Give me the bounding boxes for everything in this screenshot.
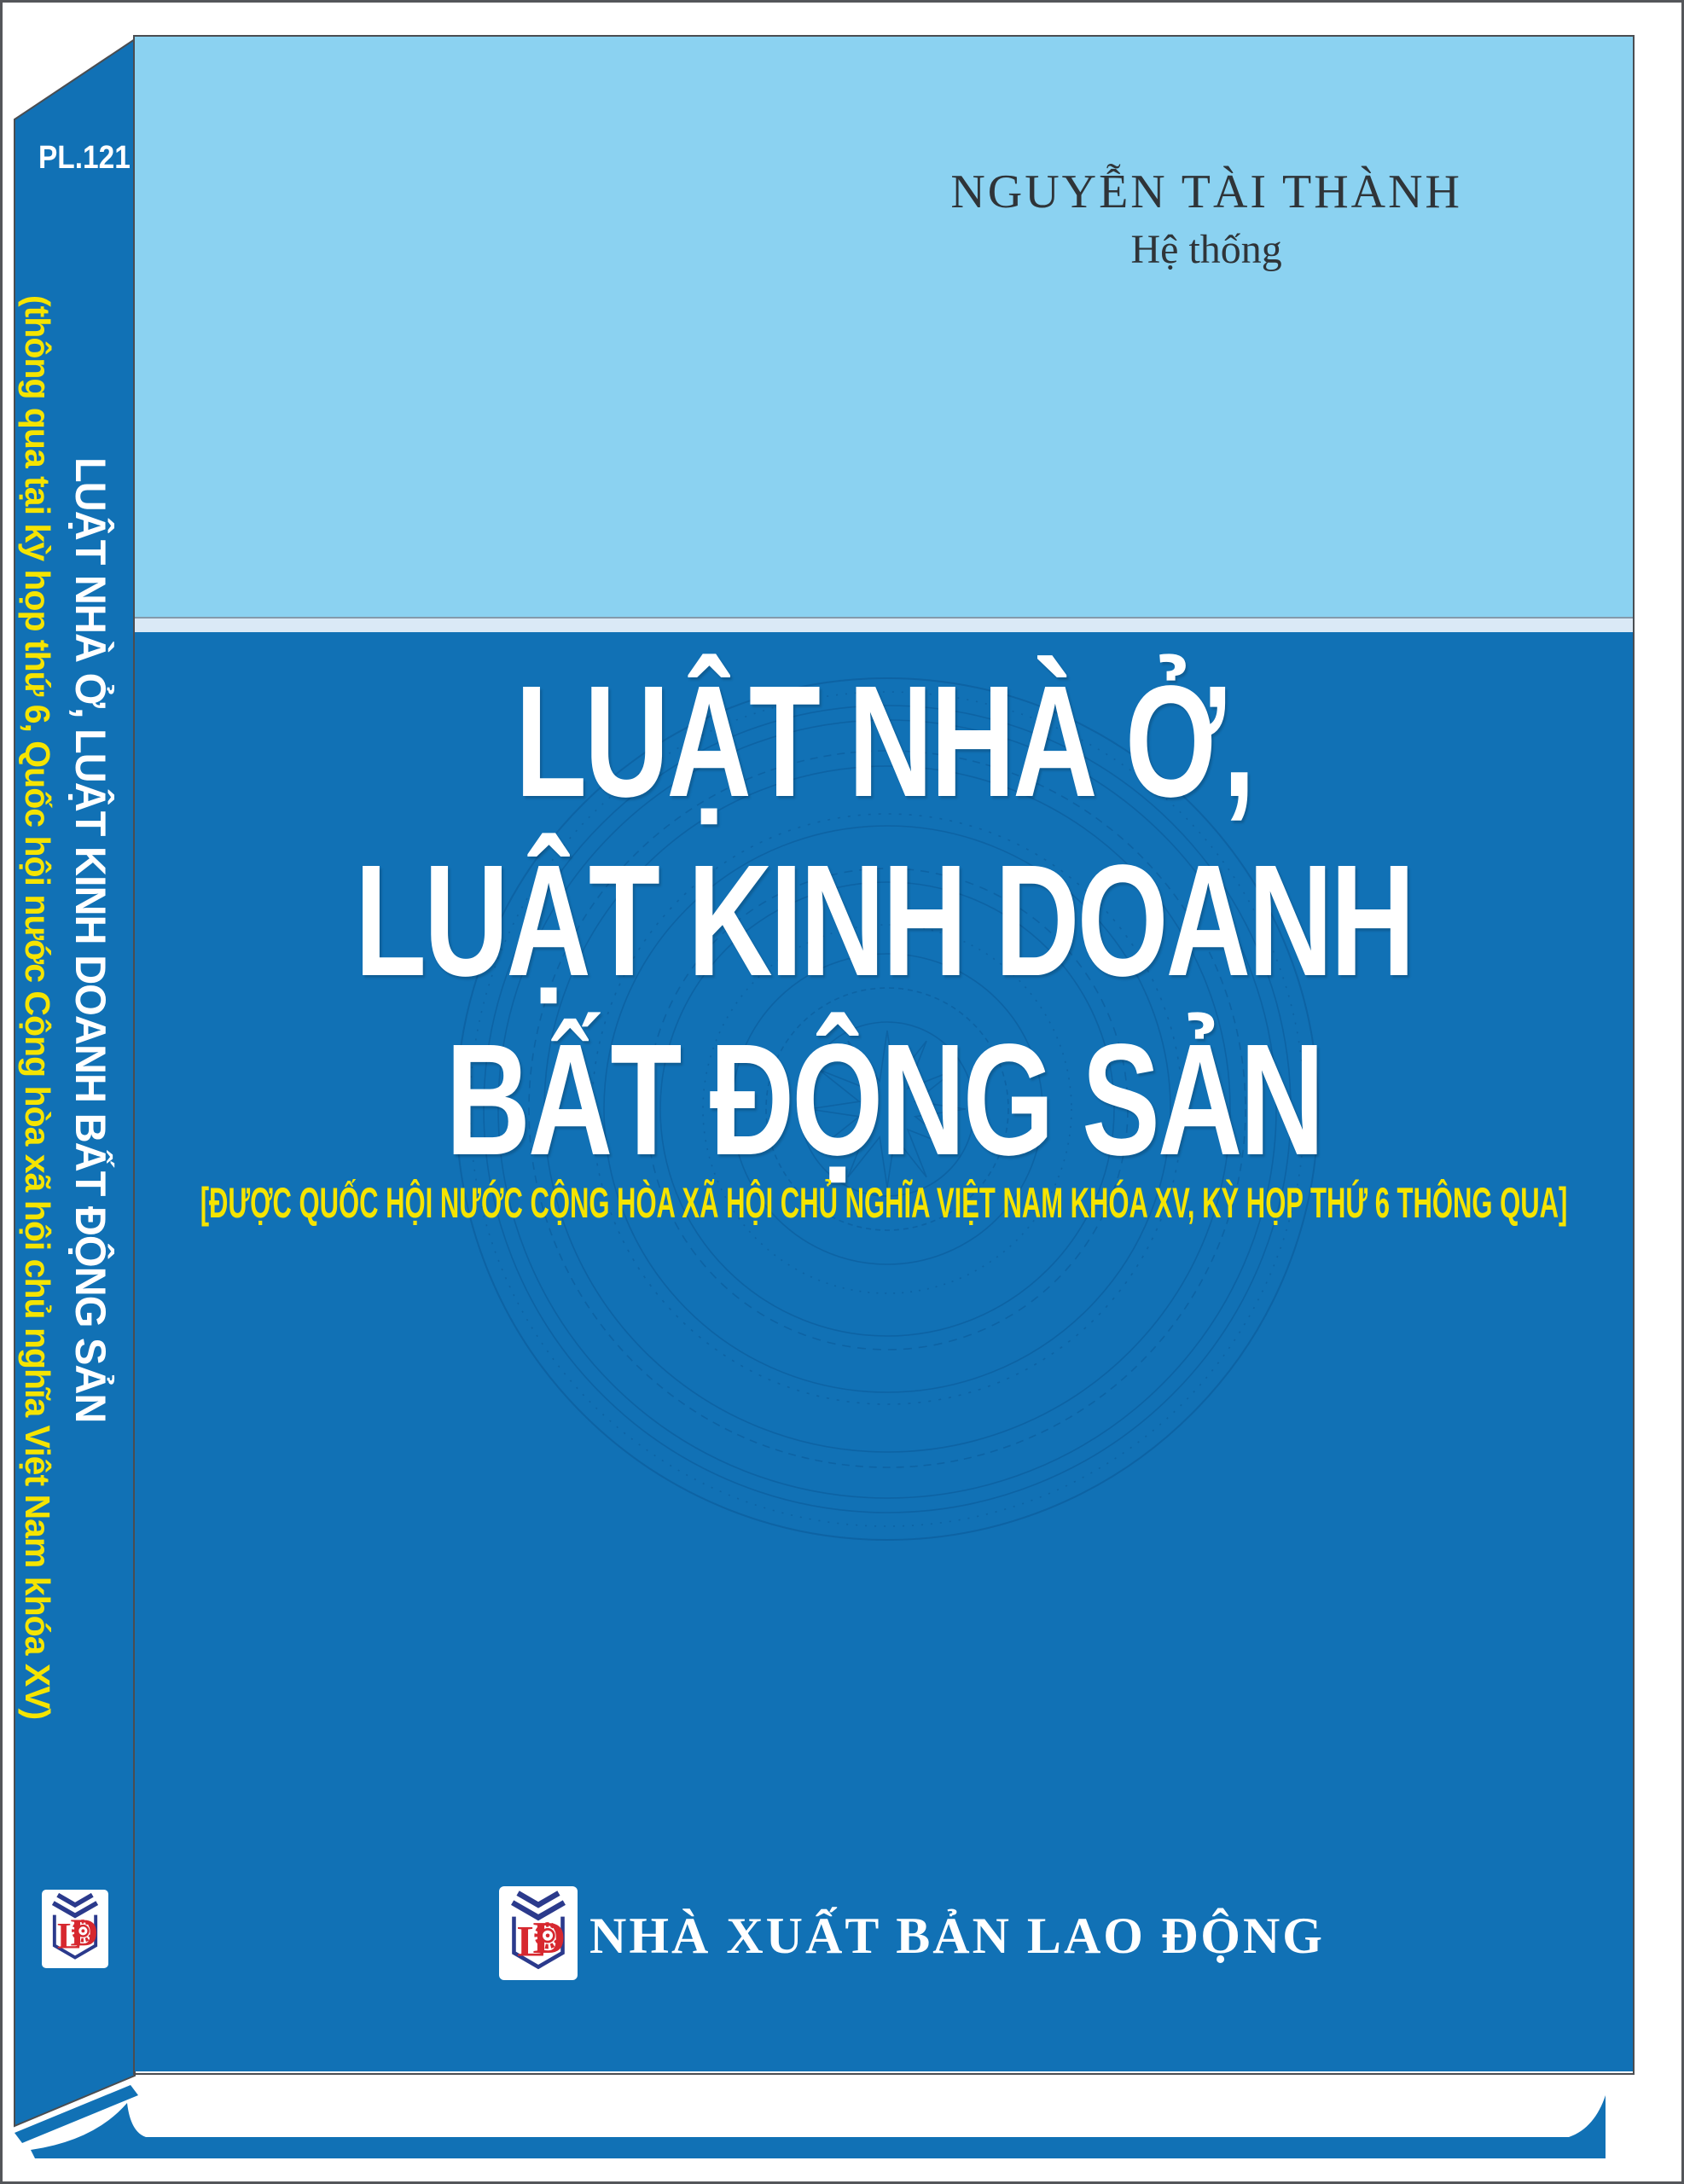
publisher-name: NHÀ XUẤT BẢN LAO ĐỘNG <box>589 1907 1325 1964</box>
spine-code: PL.121 <box>38 140 131 176</box>
author-name: NGUYỄN TÀI THÀNH <box>950 166 1462 218</box>
publisher-row <box>499 1886 1325 1980</box>
book-subtitle: [ĐƯỢC QUỐC HỘI NƯỚC CỘNG HÒA XÃ HỘI CHỦ NGHĨA VIỆT NAM KHÓA XV, KỲ HỌP THỨ 6 THÔNG QUA] <box>200 1179 1568 1227</box>
author-role: Hệ thống <box>1130 227 1282 272</box>
book-title <box>135 653 1633 1190</box>
publisher-logo-icon <box>499 1886 578 1980</box>
cover-top-section <box>135 37 1633 617</box>
publisher-logo-icon <box>42 1890 108 1968</box>
title-line-3: BẤT ĐỘNG SẢN <box>445 1012 1322 1188</box>
back-cover-strip <box>31 2095 1606 2158</box>
spine-title-text: LUẬT NHÀ Ở, LUẬT KINH DOANH BẤT ĐỘNG SẢN <box>67 457 114 1423</box>
divider-band <box>135 617 1633 632</box>
spine-note-text: (thông qua tại kỳ họp thứ 6, Quốc hội nước Cộng hòa xã hội chủ nghĩa Việt Nam khóa XV) <box>18 295 57 1720</box>
author-block <box>950 165 1462 273</box>
spine <box>15 39 135 2126</box>
title-line-2: LUẬT KINH DOANH <box>354 833 1414 1009</box>
front-cover <box>133 35 1635 2075</box>
title-line-1: LUẬT NHÀ Ở, <box>514 653 1253 830</box>
